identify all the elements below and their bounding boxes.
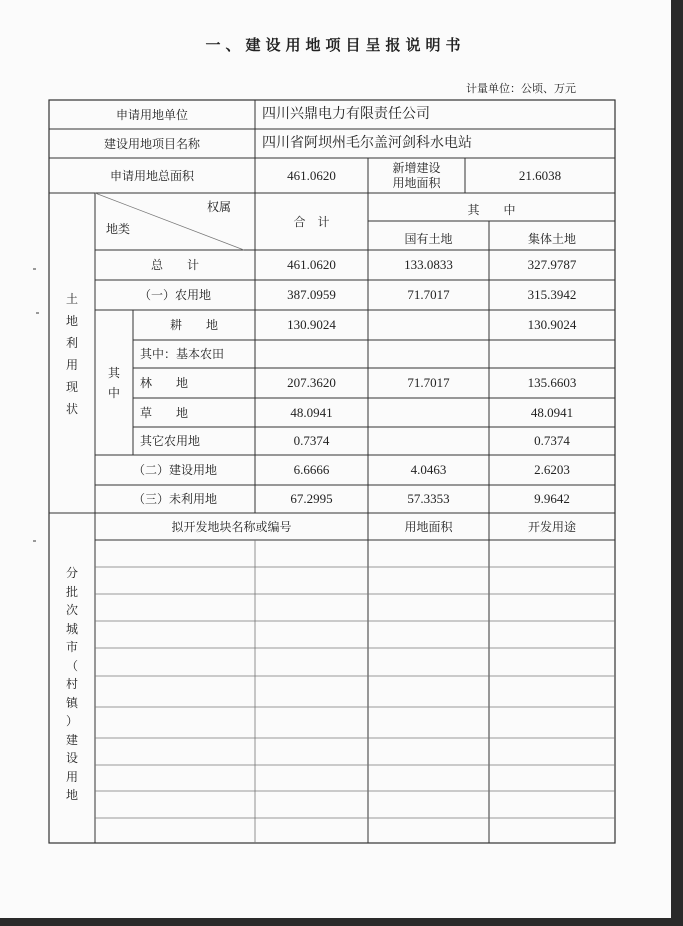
- scan-speck: [33, 540, 36, 542]
- applicant-value: 四川兴鼎电力有限责任公司: [262, 106, 430, 122]
- batch-label-char: 城: [65, 621, 78, 636]
- new-area-label-1: 新增建设: [392, 161, 441, 175]
- row-label: （二）建设用地: [132, 463, 217, 477]
- of-which-side-char-2: 中: [107, 386, 120, 400]
- row-state-land: 71.7017: [407, 287, 450, 302]
- of-which-side-char-1: 其: [107, 366, 120, 380]
- row-state-land: 57.3353: [407, 491, 450, 506]
- row-collective-land: 135.6603: [527, 375, 577, 390]
- row-total: 207.3620: [287, 375, 336, 390]
- batch-label-char: 村: [65, 677, 78, 691]
- total-area-value: 461.0620: [287, 168, 336, 183]
- scan-edge-right: [671, 0, 683, 926]
- new-area-value: 21.6038: [518, 168, 562, 183]
- land-status-label-char: 状: [65, 402, 78, 416]
- project-label: 建设用地项目名称: [103, 137, 200, 151]
- row-state-land: 71.7017: [407, 375, 450, 390]
- land-status-label-char: 地: [65, 314, 78, 328]
- row-total: 387.0959: [287, 287, 336, 302]
- batch-label-char: 建: [65, 732, 78, 747]
- land-status-label-char: 利: [65, 336, 78, 350]
- row-total: 48.0941: [290, 405, 333, 420]
- row-collective-land: 0.7374: [534, 433, 570, 448]
- row-state-land: 133.0833: [404, 257, 453, 272]
- col-state-header: 国有土地: [404, 232, 453, 246]
- row-label: 总 计: [150, 258, 199, 272]
- row-label: 其中：基本农田: [140, 347, 225, 361]
- row-label: 草 地: [140, 406, 189, 420]
- batch-label-char: 用: [65, 769, 78, 784]
- diag-header-ownership: 权属: [207, 200, 232, 214]
- row-collective-land: 130.9024: [527, 317, 577, 332]
- col-plot-use-header: 开发用途: [527, 520, 576, 534]
- row-label: （三）未利用地: [132, 492, 217, 506]
- row-collective-land: 48.0941: [530, 405, 574, 420]
- row-total: 0.7374: [293, 433, 330, 448]
- scan-speck: [36, 312, 39, 314]
- row-total: 6.6666: [293, 462, 330, 477]
- batch-label-char: 次: [65, 603, 78, 617]
- land-status-label-char: 用: [65, 358, 78, 372]
- total-area-label: 申请用地总面积: [109, 169, 194, 183]
- col-collective-header: 集体土地: [527, 232, 576, 246]
- row-label: 耕 地: [169, 318, 218, 332]
- land-status-label-char: 现: [65, 380, 78, 394]
- batch-label-char: 分: [65, 566, 78, 580]
- project-value: 四川省阿坝州毛尔盖河剑科水电站: [262, 135, 472, 151]
- batch-label-char: （: [65, 658, 78, 673]
- row-state-land: 4.0463: [410, 462, 447, 477]
- row-total: 130.9024: [287, 317, 336, 332]
- row-collective-land: 315.3942: [527, 287, 577, 302]
- row-collective-land: 327.9787: [527, 257, 577, 272]
- row-label: 其它农用地: [140, 434, 201, 448]
- applicant-label: 申请用地单位: [115, 108, 188, 122]
- batch-label-char: 市: [65, 640, 78, 654]
- new-area-label-2: 用地面积: [392, 176, 441, 190]
- row-total: 461.0620: [287, 257, 336, 272]
- land-status-label-char: 土: [65, 292, 78, 306]
- scan-edge-bottom: [0, 918, 683, 926]
- batch-label-char: 批: [65, 584, 78, 599]
- col-plot-name-header: 拟开发地块名称或编号: [171, 520, 292, 534]
- batch-label-char: 设: [65, 751, 78, 765]
- col-of-which-header: 其 中: [467, 203, 516, 217]
- col-total-header: 合 计: [293, 215, 330, 229]
- row-collective-land: 9.9642: [534, 491, 570, 506]
- batch-label-char: 地: [65, 788, 78, 802]
- row-label: 林 地: [140, 376, 189, 390]
- batch-label-char: 镇: [65, 695, 78, 710]
- batch-label-char: ）: [65, 714, 78, 728]
- row-collective-land: 2.6203: [534, 462, 570, 477]
- diag-header-land-type: 地类: [106, 222, 131, 236]
- col-plot-area-header: 用地面积: [404, 520, 453, 534]
- row-label: （一）农用地: [138, 288, 211, 302]
- scan-speck: [33, 268, 36, 270]
- unit-note: 计量单位：公顷、万元: [466, 82, 576, 95]
- page-title: 一、建设用地项目呈报说明书: [205, 36, 466, 54]
- row-total: 67.2995: [290, 491, 333, 506]
